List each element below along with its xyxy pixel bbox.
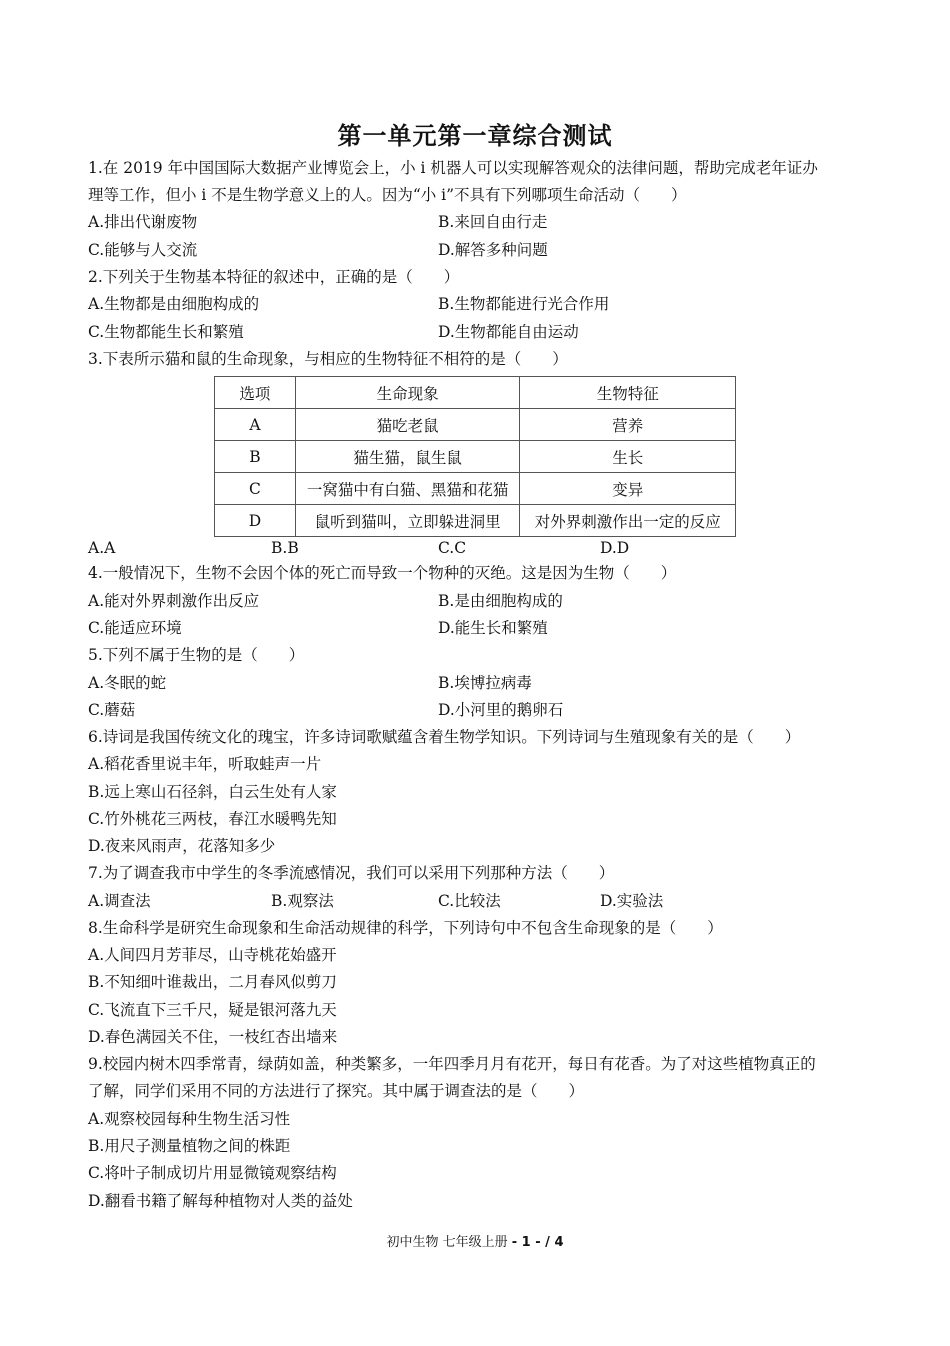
table-cell: 营养 <box>520 409 736 441</box>
question-5-stem: 5.下列不属于生物的是（ ） <box>88 646 305 664</box>
question-1-option-c: C.能够与人交流 <box>88 241 198 259</box>
question-2-stem: 2.下列关于生物基本特征的叙述中，正确的是（ ） <box>88 268 460 286</box>
question-6-option-c: C.竹外桃花三两枝，春江水暖鸭先知 <box>88 810 337 828</box>
question-4-stem: 4.一般情况下，生物不会因个体的死亡而导致一个物种的灭绝。这是因为生物（ ） <box>88 564 677 582</box>
table-row <box>215 505 736 537</box>
question-4-option-a: A.能对外界刺激作出反应 <box>88 592 260 610</box>
question-9-option-b: B.用尺子测量植物之间的株距 <box>88 1137 291 1155</box>
question-2-option-b: B.生物都能进行光合作用 <box>438 295 610 313</box>
question-2-option-c: C.生物都能生长和繁殖 <box>88 323 244 341</box>
table-cell: D <box>215 505 296 537</box>
table-cell: 一窝猫中有白猫、黑猫和花猫 <box>295 473 520 505</box>
question-7-option-b: B.观察法 <box>271 892 334 910</box>
question-8-option-b: B.不知细叶谁裁出，二月春风似剪刀 <box>88 973 337 991</box>
table-header-cell: 选项 <box>215 377 296 409</box>
question-4-option-d: D.能生长和繁殖 <box>438 619 548 637</box>
question-5-option-a: A.冬眠的蛇 <box>88 674 167 692</box>
page-footer <box>0 1231 950 1250</box>
table-row <box>215 473 736 505</box>
question-2-option-d: D.生物都能自由运动 <box>438 323 579 341</box>
footer-text: 初中生物 七年级上册 <box>386 1235 512 1250</box>
table-cell: 鼠听到猫叫，立即躲进洞里 <box>295 505 520 537</box>
question-1-option-d: D.解答多种问题 <box>438 241 548 259</box>
table-cell: 猫生猫，鼠生鼠 <box>295 441 520 473</box>
question-8-option-d: D.春色满园关不住，一枝红杏出墙来 <box>88 1028 338 1046</box>
question-4-option-b: B.是由细胞构成的 <box>438 592 563 610</box>
question-1-stem-line-1: 1.在 2019 年中国国际大数据产业博览会上，小 i 机器人可以实现解答观众的法律问题，帮助完成老年证办 <box>88 159 818 177</box>
table-row <box>215 441 736 473</box>
question-7-option-a: A.调查法 <box>88 892 151 910</box>
question-2-option-a: A.生物都是由细胞构成的 <box>88 295 260 313</box>
page-title: 第一单元第一章综合测试 <box>337 122 613 150</box>
question-3-option-b: B.B <box>271 539 299 557</box>
question-6-option-d: D.夜来风雨声，花落知多少 <box>88 837 276 855</box>
table-cell: 对外界刺激作出一定的反应 <box>520 505 736 537</box>
page-number: - 1 - / 4 <box>511 1235 564 1250</box>
question-5-option-d: D.小河里的鹅卵石 <box>438 701 564 719</box>
table-row <box>215 409 736 441</box>
question-3-stem: 3.下表所示猫和鼠的生命现象，与相应的生物特征不相符的是（ ） <box>88 350 568 368</box>
question-4-option-c: C.能适应环境 <box>88 619 182 637</box>
question-8-option-c: C.飞流直下三千尺，疑是银河落九天 <box>88 1001 337 1019</box>
table-cell: C <box>215 473 296 505</box>
question-1-stem-line-2: 理等工作，但小 i 不是生物学意义上的人。因为“小 i”不具有下列哪项生命活动（ ） <box>88 186 687 204</box>
table-cell: 猫吃老鼠 <box>295 409 520 441</box>
question-9-stem-line-1: 9.校园内树木四季常青，绿荫如盖，种类繁多，一年四季月月有花开，每日有花香。为了对这些植物真正的 <box>88 1055 816 1073</box>
question-3-option-c: C.C <box>438 539 467 557</box>
table-cell: 生长 <box>520 441 736 473</box>
question-3-table <box>214 376 736 537</box>
question-1-option-a: A.排出代谢废物 <box>88 213 198 231</box>
table-cell: 变异 <box>520 473 736 505</box>
table-cell: A <box>215 409 296 441</box>
question-9-stem-line-2: 了解，同学们采用不同的方法进行了探究。其中属于调查法的是（ ） <box>88 1082 585 1100</box>
question-6-option-a: A.稻花香里说丰年，听取蛙声一片 <box>88 755 322 773</box>
question-9-option-d: D.翻看书籍了解每种植物对人类的益处 <box>88 1192 353 1210</box>
question-8-stem: 8.生命科学是研究生命现象和生命活动规律的科学，下列诗句中不包含生命现象的是（ ） <box>88 919 723 937</box>
question-9-option-c: C.将叶子制成切片用显微镜观察结构 <box>88 1164 337 1182</box>
table-header-row <box>215 377 736 409</box>
table-header-cell: 生物特征 <box>520 377 736 409</box>
table-cell: B <box>215 441 296 473</box>
question-7-option-c: C.比较法 <box>438 892 501 910</box>
question-7-stem: 7.为了调查我市中学生的冬季流感情况，我们可以采用下列那种方法（ ） <box>88 864 615 882</box>
question-8-option-a: A.人间四月芳菲尽，山寺桃花始盛开 <box>88 946 337 964</box>
table-header-cell: 生命现象 <box>295 377 520 409</box>
question-5-option-c: C.蘑菇 <box>88 701 136 719</box>
question-7-option-d: D.实验法 <box>600 892 664 910</box>
question-6-stem: 6.诗词是我国传统文化的瑰宝，许多诗词歌赋蕴含着生物学知识。下列诗词与生殖现象有关的是（ ） <box>88 728 801 746</box>
question-9-option-a: A.观察校园每种生物生活习性 <box>88 1110 291 1128</box>
question-3-option-d: D.D <box>600 539 630 557</box>
question-3-option-a: A.A <box>88 539 116 557</box>
question-5-option-b: B.埃博拉病毒 <box>438 674 532 692</box>
question-1-option-b: B.来回自由行走 <box>438 213 548 231</box>
question-6-option-b: B.远上寒山石径斜，白云生处有人家 <box>88 783 337 801</box>
